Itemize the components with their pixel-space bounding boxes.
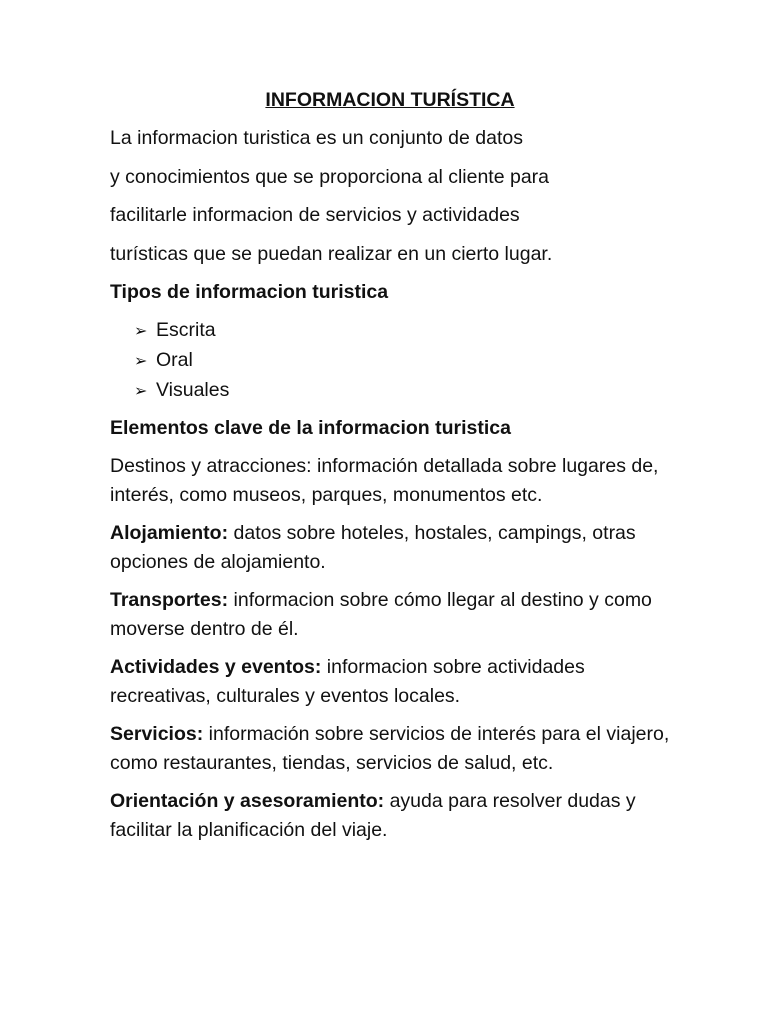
lodging-paragraph	[110, 519, 670, 577]
paragraph-text: informacion sobre actividades recreativas, culturales y eventos locales.	[110, 656, 585, 707]
paragraph-label: Orientación y asesoramiento:	[110, 790, 385, 812]
paragraph-text: informacion sobre cómo llegar al destino y como moverse dentro de él.	[110, 589, 652, 640]
destinations-paragraph: Destinos y atracciones: información detallada sobre lugares de, interés, como museos, parques, monumentos etc.	[110, 455, 659, 506]
services-paragraph	[110, 720, 670, 778]
document-page	[110, 86, 670, 854]
guidance-paragraph	[110, 787, 670, 845]
list-item	[134, 376, 670, 406]
arrow-bullet-icon: ➢	[134, 323, 148, 340]
activities-paragraph	[110, 653, 670, 711]
transport-paragraph	[110, 586, 670, 644]
paragraph-text: ayuda para resolver dudas y facilitar la planificación del viaje.	[110, 790, 636, 841]
elements-heading: Elementos clave de la informacion turistica	[110, 417, 511, 439]
types-list	[110, 316, 670, 406]
intro-line: La informacion turistica es un conjunto de datos	[110, 127, 523, 149]
document-title: INFORMACION TURÍSTICA	[265, 89, 515, 111]
list-item-label: Oral	[156, 349, 193, 371]
paragraph-text: información sobre servicios de interés para el viajero, como restaurantes, tiendas, servicios de salud, etc.	[110, 723, 670, 774]
list-item	[134, 346, 670, 376]
paragraph-label: Actividades y eventos:	[110, 656, 322, 678]
paragraph-text: datos sobre hoteles, hostales, campings, otras opciones de alojamiento.	[110, 522, 636, 573]
list-item-label: Escrita	[156, 319, 216, 341]
paragraph-label: Alojamiento:	[110, 522, 229, 544]
intro-line: facilitarle informacion de servicios y actividades	[110, 204, 520, 226]
intro-line: turísticas que se puedan realizar en un cierto lugar.	[110, 242, 553, 265]
intro-line: y conocimientos que se proporciona al cliente para	[110, 165, 550, 188]
arrow-bullet-icon: ➢	[134, 383, 148, 400]
types-heading: Tipos de informacion turistica	[110, 281, 389, 303]
list-item	[134, 316, 670, 346]
paragraph-label: Transportes:	[110, 589, 229, 611]
arrow-bullet-icon: ➢	[134, 353, 148, 370]
list-item-label: Visuales	[156, 379, 230, 401]
paragraph-label: Servicios:	[110, 723, 204, 745]
